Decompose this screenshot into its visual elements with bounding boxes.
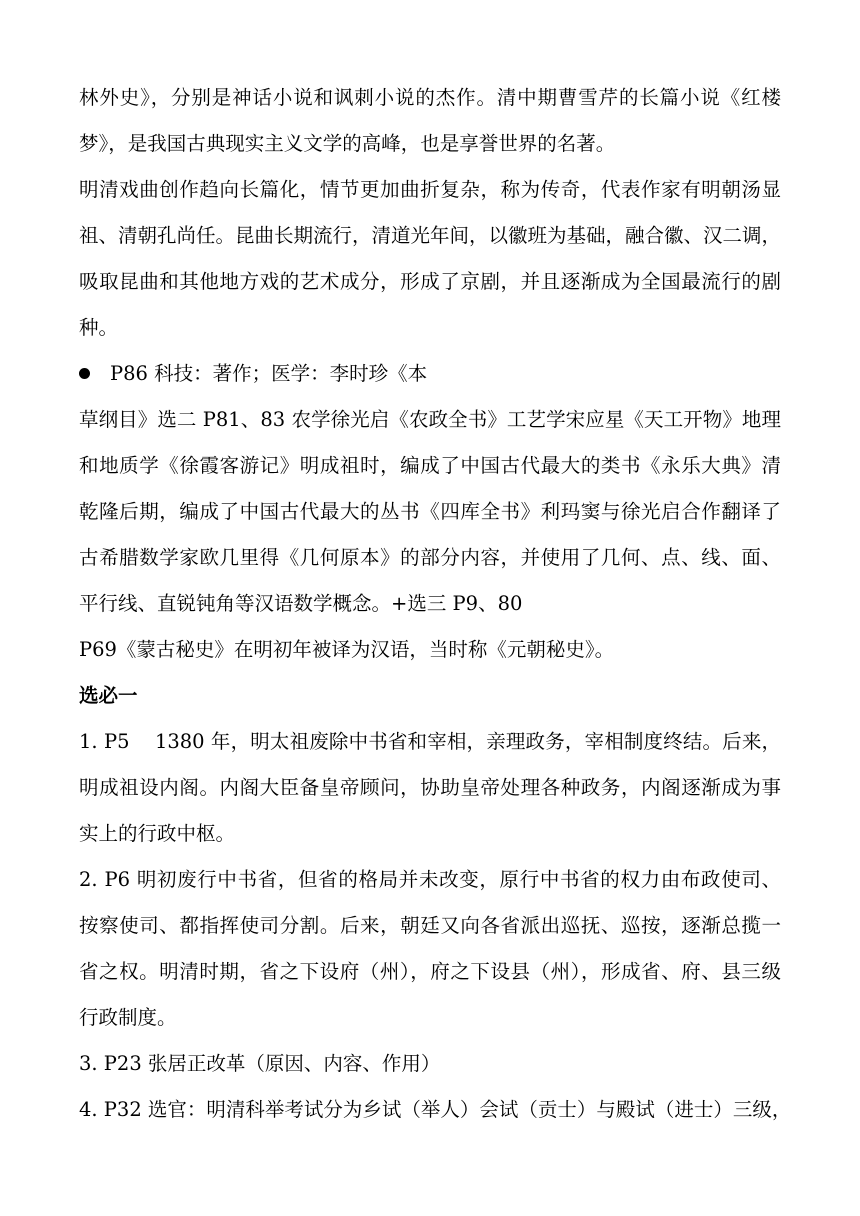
paragraph-line: 草纲目》选二 P81、83 农学徐光启《农政全书》工艺学宋应星《天工开物》地理 bbox=[79, 408, 781, 431]
paragraph-line: 祖、清朝孔尚任。昆曲长期流行，清道光年间，以徽班为基础，融合徽、汉二调， bbox=[79, 224, 782, 247]
paragraph-line: 古希腊数学家欧几里得《几何原本》的部分内容，并使用了几何、点、线、面、 bbox=[79, 546, 781, 569]
list-item-line: 实上的行政中枢。 bbox=[79, 822, 236, 845]
list-item-line: 2. P6 明初废行中书省，但省的格局并未改变，原行中书省的权力由布政使司、 bbox=[79, 868, 781, 891]
bullet-item-text: P86 科技：著作；医学：李时珍《本 bbox=[110, 362, 428, 385]
section-heading: 选必一 bbox=[79, 684, 138, 707]
paragraph-line: 乾隆后期，编成了中国古代最大的丛书《四库全书》利玛窦与徐光启合作翻译了 bbox=[79, 500, 781, 523]
paragraph-line: 明清戏曲创作趋向长篇化，情节更加曲折复杂，称为传奇，代表作家有明朝汤显 bbox=[79, 178, 781, 201]
paragraph-line: 和地质学《徐霞客游记》明成祖时，编成了中国古代最大的类书《永乐大典》清 bbox=[79, 454, 781, 477]
list-item-line: 按察使司、都指挥使司分割。后来，朝廷又向各省派出巡抚、巡按，逐渐总揽一 bbox=[79, 914, 781, 937]
paragraph-line: 平行线、直锐钝角等汉语数学概念。+选三 P9、80 bbox=[79, 592, 523, 615]
paragraph-line: 吸取昆曲和其他地方戏的艺术成分，形成了京剧，并且逐渐成为全国最流行的剧 bbox=[79, 270, 781, 293]
paragraph-line: 种。 bbox=[79, 316, 119, 339]
bullet-icon bbox=[79, 368, 90, 379]
list-item-line: 4. P32 选官：明清科举考试分为乡试（举人）会试（贡士）与殿试（进士）三级， bbox=[79, 1098, 792, 1121]
list-item-line: 省之权。明清时期，省之下设府（州），府之下设县（州），形成省、府、县三级 bbox=[79, 960, 781, 983]
paragraph-line: 梦》，是我国古典现实主义文学的高峰，也是享誉世界的名著。 bbox=[79, 132, 616, 155]
list-item-line: 1. P5 1380 年，明太祖废除中书省和宰相，亲理政务，宰相制度终结。后来， bbox=[79, 730, 781, 753]
paragraph-line: 林外史》，分别是神话小说和讽刺小说的杰作。清中期曹雪芹的长篇小说《红楼 bbox=[79, 86, 781, 109]
paragraph-line: P69《蒙古秘史》在明初年被译为汉语，当时称《元朝秘史》。 bbox=[79, 638, 615, 661]
list-item-line: 明成祖设内阁。内阁大臣备皇帝顾问，协助皇帝处理各种政务，内阁逐渐成为事 bbox=[79, 776, 781, 799]
list-item-line: 3. P23 张居正改革（原因、内容、作用） bbox=[79, 1052, 441, 1075]
list-item-line: 行政制度。 bbox=[79, 1006, 177, 1029]
